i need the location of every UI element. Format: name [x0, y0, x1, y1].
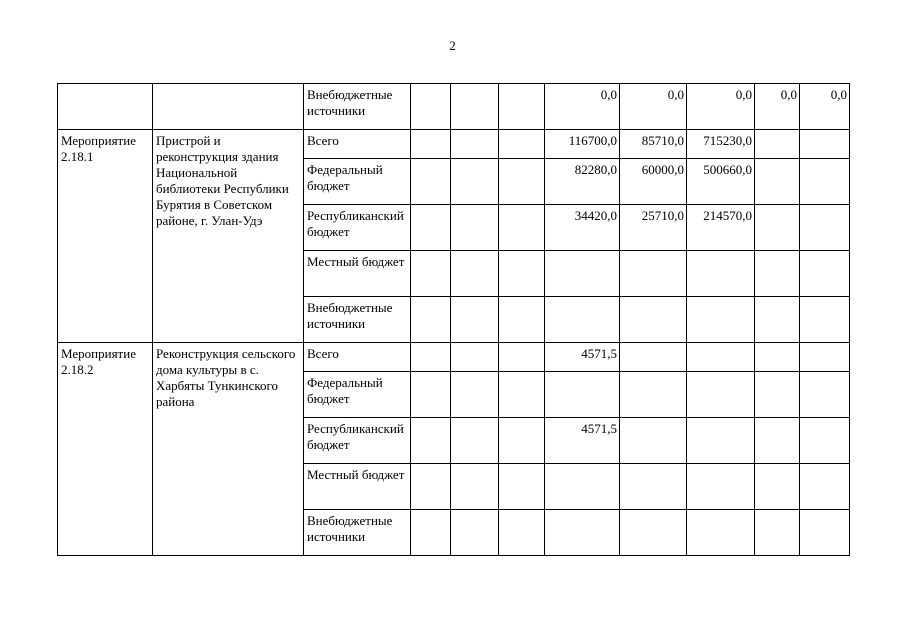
event-id-cell: Мероприятие 2.18.2 [58, 343, 153, 556]
value-cell [800, 251, 850, 297]
value-cell [800, 418, 850, 464]
value-cell [755, 130, 800, 159]
value-cell [451, 343, 499, 372]
event-name-cell: Пристрой и реконструкция здания Национальной библиотеки Республики Бурятия в Советском районе, г. Улан-Удэ [153, 130, 304, 343]
value-cell [620, 251, 687, 297]
value-cell [687, 464, 755, 510]
value-cell [411, 418, 451, 464]
source-cell: Всего [304, 343, 411, 372]
value-cell [411, 464, 451, 510]
source-cell: Республиканский бюджет [304, 418, 411, 464]
value-cell [499, 159, 545, 205]
value-cell [755, 159, 800, 205]
value-cell [499, 205, 545, 251]
value-cell [545, 297, 620, 343]
event-name-cell: Реконструкция сельского дома культуры в с. Харбяты Тункинского района [153, 343, 304, 556]
source-cell: Внебюджетные источники [304, 297, 411, 343]
value-cell [800, 205, 850, 251]
value-cell [687, 343, 755, 372]
value-cell [545, 372, 620, 418]
value-cell [687, 297, 755, 343]
source-cell: Местный бюджет [304, 464, 411, 510]
value-cell [499, 464, 545, 510]
value-cell [545, 464, 620, 510]
value-cell: 4571,5 [545, 343, 620, 372]
value-cell: 25710,0 [620, 205, 687, 251]
value-cell [620, 297, 687, 343]
value-cell [451, 159, 499, 205]
value-cell [411, 372, 451, 418]
value-cell: 116700,0 [545, 130, 620, 159]
value-cell: 34420,0 [545, 205, 620, 251]
value-cell [800, 464, 850, 510]
value-cell: 0,0 [755, 84, 800, 130]
value-cell [800, 343, 850, 372]
table-row [58, 84, 850, 130]
source-cell: Внебюджетные источники [304, 510, 411, 556]
value-cell [755, 297, 800, 343]
value-cell: 60000,0 [620, 159, 687, 205]
budget-table [57, 83, 850, 556]
value-cell [620, 464, 687, 510]
event-id-cell: Мероприятие 2.18.1 [58, 130, 153, 343]
value-cell [451, 372, 499, 418]
table-row [58, 130, 850, 159]
value-cell [755, 464, 800, 510]
source-cell: Федеральный бюджет [304, 372, 411, 418]
value-cell [545, 510, 620, 556]
value-cell: 85710,0 [620, 130, 687, 159]
value-cell [411, 510, 451, 556]
value-cell [620, 343, 687, 372]
value-cell: 0,0 [800, 84, 850, 130]
value-cell [687, 510, 755, 556]
value-cell [800, 130, 850, 159]
source-cell: Федеральный бюджет [304, 159, 411, 205]
value-cell [451, 464, 499, 510]
value-cell [499, 251, 545, 297]
value-cell [499, 130, 545, 159]
value-cell [800, 297, 850, 343]
source-cell: Местный бюджет [304, 251, 411, 297]
source-cell: Республиканский бюджет [304, 205, 411, 251]
value-cell [545, 251, 620, 297]
value-cell: 4571,5 [545, 418, 620, 464]
value-cell [499, 84, 545, 130]
value-cell [411, 205, 451, 251]
value-cell [800, 372, 850, 418]
value-cell [687, 418, 755, 464]
value-cell [687, 251, 755, 297]
value-cell [499, 510, 545, 556]
value-cell [451, 130, 499, 159]
value-cell [451, 418, 499, 464]
value-cell [499, 297, 545, 343]
value-cell [755, 251, 800, 297]
value-cell [499, 418, 545, 464]
value-cell [411, 130, 451, 159]
value-cell [451, 510, 499, 556]
value-cell [411, 159, 451, 205]
value-cell [499, 372, 545, 418]
page-number: 2 [449, 38, 456, 53]
value-cell [411, 297, 451, 343]
value-cell [451, 251, 499, 297]
value-cell [755, 418, 800, 464]
value-cell [620, 372, 687, 418]
event-name-cell [153, 84, 304, 130]
table-body [58, 84, 850, 556]
value-cell [755, 205, 800, 251]
value-cell: 500660,0 [687, 159, 755, 205]
value-cell [800, 510, 850, 556]
table-row [58, 343, 850, 372]
value-cell [451, 205, 499, 251]
value-cell [411, 343, 451, 372]
value-cell: 214570,0 [687, 205, 755, 251]
value-cell: 0,0 [620, 84, 687, 130]
value-cell [411, 84, 451, 130]
source-cell: Внебюджетные источники [304, 84, 411, 130]
value-cell [411, 251, 451, 297]
value-cell: 82280,0 [545, 159, 620, 205]
value-cell [451, 297, 499, 343]
value-cell: 715230,0 [687, 130, 755, 159]
value-cell [499, 343, 545, 372]
value-cell [451, 84, 499, 130]
value-cell [755, 510, 800, 556]
event-id-cell [58, 84, 153, 130]
value-cell [620, 418, 687, 464]
value-cell [755, 343, 800, 372]
source-cell: Всего [304, 130, 411, 159]
value-cell: 0,0 [687, 84, 755, 130]
value-cell [687, 372, 755, 418]
value-cell [800, 159, 850, 205]
value-cell: 0,0 [545, 84, 620, 130]
value-cell [755, 372, 800, 418]
value-cell [620, 510, 687, 556]
